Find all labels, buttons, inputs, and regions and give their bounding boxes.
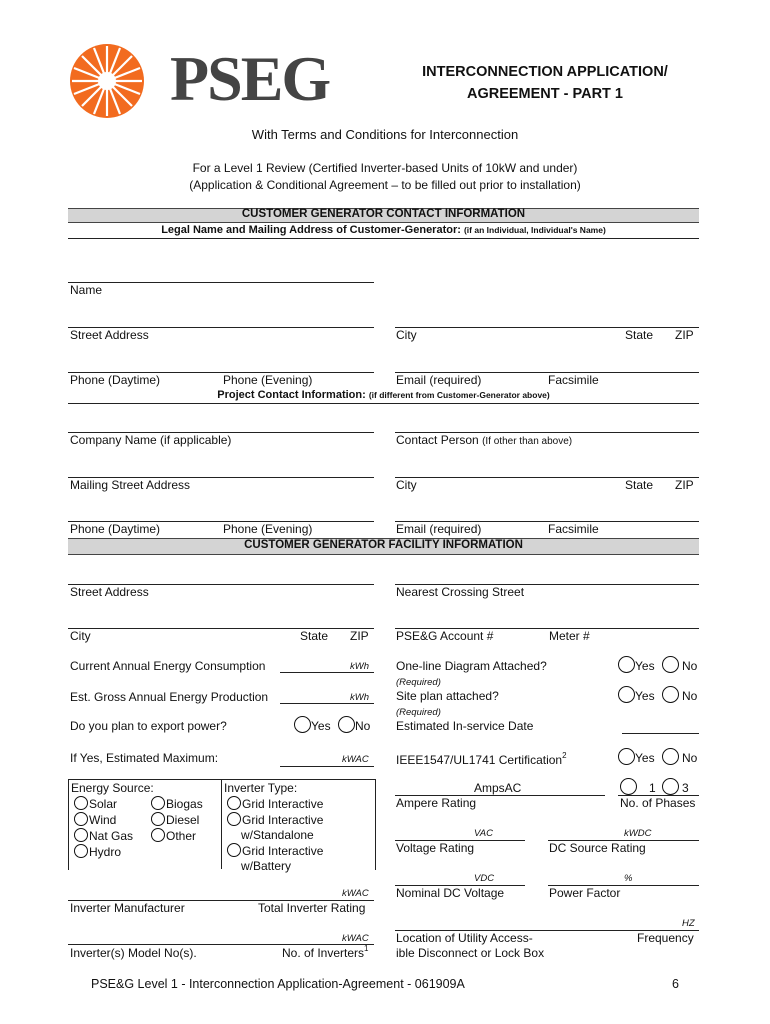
export-yes-radio[interactable] [294, 716, 311, 733]
inverter-type-title: Inverter Type: [224, 781, 298, 795]
production-field-line[interactable] [280, 703, 374, 704]
source-hydro-radio[interactable] [74, 844, 88, 858]
total-rating-label: Total Inverter Rating [258, 901, 366, 915]
facility-city-label: City [70, 629, 91, 643]
power-factor-label: Power Factor [549, 886, 621, 900]
oneline-no-option[interactable] [662, 656, 697, 673]
inv-standalone-label-2: w/Standalone [241, 828, 314, 842]
export-no-radio[interactable] [338, 716, 355, 733]
vac-unit: VAC [474, 828, 494, 839]
vdc-unit: VDC [474, 873, 495, 884]
inservice-field-line[interactable] [622, 733, 699, 734]
project-contact-heading [68, 389, 699, 401]
source-solar-option[interactable] [74, 796, 133, 812]
num-inverters-label [282, 944, 368, 960]
project-contact-note: (if different from Customer-Generator above) [368, 390, 550, 400]
oneline-no-label: No [682, 659, 698, 673]
subtitle: With Terms and Conditions for Interconnection [251, 127, 519, 142]
energy-source-title: Energy Source: [71, 781, 154, 795]
source-type-divider [221, 779, 222, 869]
project-city-field-line[interactable] [395, 477, 699, 478]
source-other-radio[interactable] [151, 828, 165, 842]
phases-label: No. of Phases [620, 796, 696, 810]
phase-3-radio[interactable] [662, 778, 679, 795]
city-state-zip-field-line[interactable] [395, 327, 699, 328]
project-contact-bold: Project Contact Information: [217, 389, 366, 401]
title-line-1: INTERCONNECTION APPLICATION/ [422, 64, 668, 80]
export-no-option[interactable] [338, 716, 370, 733]
production-label: Est. Gross Annual Energy Production [70, 690, 269, 704]
model-label: Inverter(s) Model No(s). [70, 946, 197, 960]
consumption-label: Current Annual Energy Consumption [70, 659, 266, 673]
siteplan-no-label: No [682, 689, 698, 703]
inv-battery-radio[interactable] [227, 843, 241, 857]
phase-1-label: 1 [649, 781, 656, 795]
fax-label: Facsimile [548, 373, 599, 387]
inv-standalone-radio[interactable] [227, 812, 241, 826]
section-title-facility: CUSTOMER GENERATOR FACILITY INFORMATION [244, 539, 523, 551]
project-fax-label: Facsimile [548, 522, 599, 536]
source-natgas-option[interactable] [74, 828, 133, 844]
source-solar-radio[interactable] [74, 796, 88, 810]
street-label: Street Address [70, 328, 149, 342]
project-city-label: City [396, 478, 417, 492]
ieee-yes-option[interactable] [618, 748, 655, 765]
brand-wordmark: PSEG [170, 43, 330, 114]
oneline-yes-radio[interactable] [618, 656, 635, 673]
export-no-label: No [355, 719, 371, 733]
total-rating-unit: kWAC [342, 888, 369, 899]
source-natgas-radio[interactable] [74, 828, 88, 842]
source-hydro-label: Hydro [89, 845, 122, 859]
inv-standalone-label: Grid Interactive [242, 813, 324, 827]
siteplan-required: (Required) [396, 707, 441, 718]
phase-1-option[interactable] [620, 778, 656, 795]
project-phone-day-label: Phone (Daytime) [70, 522, 161, 536]
logo [68, 44, 388, 114]
source-solar-label: Solar [89, 797, 118, 811]
ieee-label [396, 751, 567, 767]
est-max-field-line[interactable] [280, 766, 374, 767]
source-other-option[interactable] [151, 828, 203, 844]
inverter-mfr-label: Inverter Manufacturer [70, 901, 185, 915]
export-yes-option[interactable] [294, 716, 331, 733]
location-label-2: ible Disconnect or Lock Box [396, 946, 545, 960]
inv-battery-label: Grid Interactive [242, 844, 324, 858]
sources-right [151, 796, 203, 844]
phone-day-label: Phone (Daytime) [70, 373, 161, 387]
email-label: Email (required) [396, 373, 482, 387]
percent-unit: % [624, 873, 633, 884]
est-max-unit: kWAC [342, 754, 369, 765]
location-label [396, 931, 544, 961]
sun-logo-icon [68, 42, 146, 120]
project-phone-eve-label: Phone (Evening) [223, 522, 313, 536]
inv-grid-label: Grid Interactive [242, 797, 324, 811]
name-field-line[interactable] [68, 282, 374, 283]
source-other-label: Other [166, 829, 197, 843]
facility-zip-label: ZIP [350, 629, 369, 643]
kwdc-unit: kWDC [624, 828, 652, 839]
num-inverters-unit: kWAC [342, 933, 369, 944]
source-biogas-radio[interactable] [151, 796, 165, 810]
nominal-dc-label: Nominal DC Voltage [396, 886, 505, 900]
source-wind-label: Wind [89, 813, 117, 827]
inverter-types [227, 796, 323, 874]
source-diesel-option[interactable] [151, 812, 203, 828]
export-question: Do you plan to export power? [70, 719, 227, 733]
source-biogas-label: Biogas [166, 797, 203, 811]
facility-street-label: Street Address [70, 585, 149, 599]
footer-text: PSE&G Level 1 - Interconnection Application-Agreement - 061909A [91, 977, 465, 991]
state-label: State [625, 328, 654, 342]
company-label: Company Name (if applicable) [70, 433, 232, 447]
source-diesel-radio[interactable] [151, 812, 165, 826]
oneline-label: One-line Diagram Attached? [396, 659, 547, 673]
sources-left [74, 796, 133, 860]
siteplan-yes-label: Yes [635, 689, 655, 703]
siteplan-no-option[interactable] [662, 686, 697, 703]
siteplan-no-radio[interactable] [662, 686, 679, 703]
project-email-label: Email (required) [396, 522, 482, 536]
siteplan-label: Site plan attached? [396, 689, 499, 703]
export-yes-label: Yes [311, 719, 331, 733]
oneline-yes-option[interactable] [618, 656, 655, 673]
contact-person-text: Contact Person [396, 433, 479, 447]
inv-grid-option[interactable] [227, 796, 323, 812]
legal-name-note: (if an Individual, Individual's Name) [463, 225, 606, 235]
phase-1-radio[interactable] [620, 778, 637, 795]
legal-name-heading [68, 224, 699, 236]
facility-city-field-line[interactable] [68, 628, 374, 629]
ieee-no-radio[interactable] [662, 748, 679, 765]
siteplan-yes-radio[interactable] [618, 686, 635, 703]
est-max-label: If Yes, Estimated Maximum: [70, 751, 219, 765]
source-natgas-label: Nat Gas [89, 829, 134, 843]
contact-person-note: (If other than above) [482, 436, 573, 447]
contact-person-label [396, 433, 572, 447]
crossing-label: Nearest Crossing Street [396, 585, 525, 599]
num-inverters-text: No. of Inverters [282, 946, 365, 960]
inv-grid-radio[interactable] [227, 796, 241, 810]
inservice-label: Estimated In-service Date [396, 719, 534, 733]
source-hydro-option[interactable] [74, 844, 133, 860]
production-unit: kWh [350, 692, 369, 703]
name-label: Name [70, 283, 103, 297]
phase-3-label: 3 [682, 781, 689, 795]
consumption-field-line[interactable] [280, 672, 374, 673]
facility-state-label: State [300, 629, 329, 643]
hz-unit: HZ [682, 918, 695, 929]
section-title-contact: CUSTOMER GENERATOR CONTACT INFORMATION [241, 208, 526, 220]
divider [68, 238, 699, 239]
city-label: City [396, 328, 417, 342]
ieee-no-label: No [682, 751, 698, 765]
consumption-unit: kWh [350, 661, 369, 672]
amps-ac-unit: AmpsAC [474, 781, 522, 795]
oneline-required: (Required) [396, 677, 441, 688]
intro-line-1: For a Level 1 Review (Certified Inverter-based Units of 10kW and under) [192, 161, 578, 175]
inv-battery-label-2: w/Battery [241, 859, 292, 873]
ampere-label: Ampere Rating [396, 796, 477, 810]
account-label: PSE&G Account # [396, 629, 494, 643]
meter-label: Meter # [549, 629, 590, 643]
num-inverters-footnote: 1 [364, 944, 369, 953]
ieee-no-option[interactable] [662, 748, 697, 765]
page-title [395, 61, 695, 105]
legal-name-bold: Legal Name and Mailing Address of Customer-Generator: [161, 224, 461, 236]
title-line-2: AGREEMENT - PART 1 [466, 86, 624, 102]
inv-battery-option[interactable] [227, 843, 323, 859]
location-label-1: Location of Utility Access- [396, 931, 533, 945]
phone-eve-label: Phone (Evening) [223, 373, 313, 387]
ieee-yes-label: Yes [635, 751, 655, 765]
frequency-label: Frequency [637, 931, 694, 945]
phase-3-option[interactable] [662, 778, 689, 795]
divider [68, 403, 699, 404]
oneline-yes-label: Yes [635, 659, 655, 673]
inv-standalone-option[interactable] [227, 812, 323, 828]
zip-label: ZIP [675, 328, 694, 342]
voltage-label: Voltage Rating [396, 841, 475, 855]
intro-line-2: (Application & Conditional Agreement – to be filled out prior to installation) [189, 178, 581, 192]
dc-source-label: DC Source Rating [549, 841, 646, 855]
ieee-yes-radio[interactable] [618, 748, 635, 765]
oneline-no-radio[interactable] [662, 656, 679, 673]
project-state-label: State [625, 478, 654, 492]
siteplan-yes-option[interactable] [618, 686, 655, 703]
source-biogas-option[interactable] [151, 796, 203, 812]
source-wind-radio[interactable] [74, 812, 88, 826]
ieee-text: IEEE1547/UL1741 Certification [396, 753, 563, 767]
source-diesel-label: Diesel [166, 813, 200, 827]
source-wind-option[interactable] [74, 812, 133, 828]
page-number: 6 [672, 977, 679, 991]
project-zip-label: ZIP [675, 478, 694, 492]
ieee-footnote: 2 [562, 751, 567, 760]
mailing-label: Mailing Street Address [70, 478, 191, 492]
